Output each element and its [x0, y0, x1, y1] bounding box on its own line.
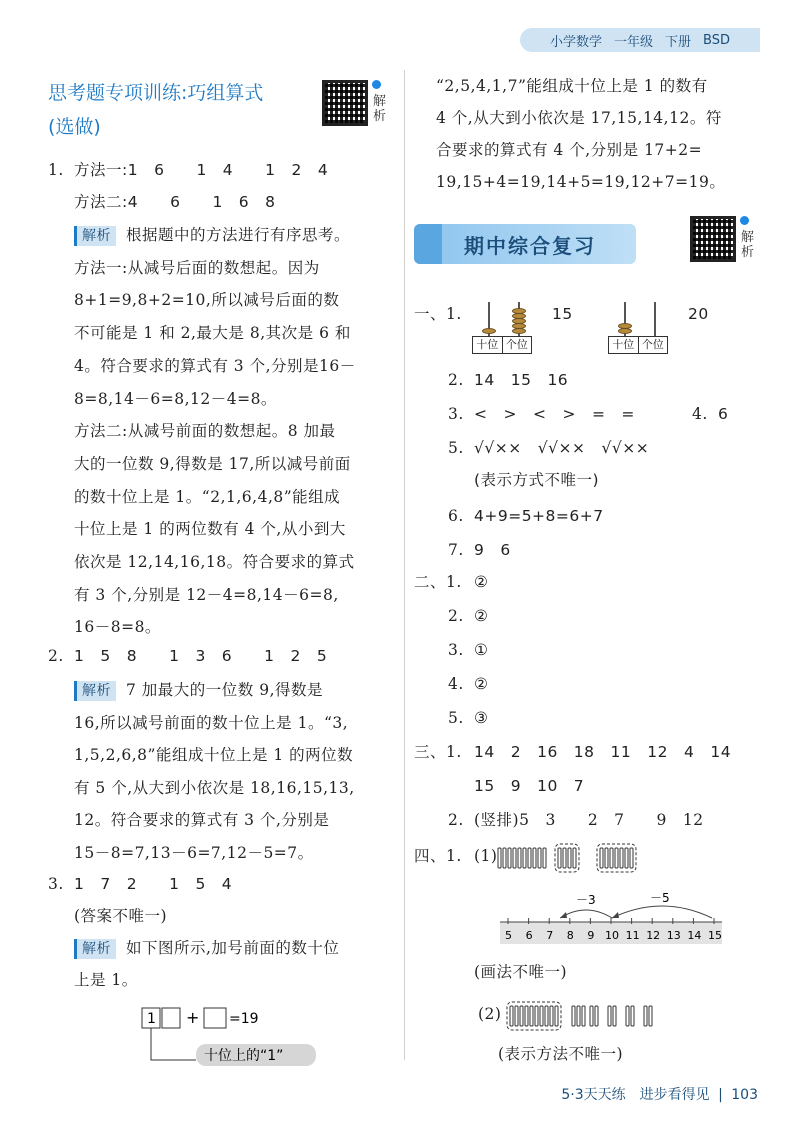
- q2-explanation-line: 15－8=7,13－6=7,12－5=7。: [74, 843, 314, 862]
- part1-label: 一、1.: [414, 305, 462, 323]
- play-icon: [740, 216, 749, 225]
- jump-label-minus5: －5: [650, 891, 670, 905]
- q1-explanation-line: 8+1=9,8+2=10,所以减号后面的数: [74, 291, 340, 310]
- right-top-line: 19,15+4=19,14+5=19,12+7=19。: [436, 173, 726, 191]
- counting-stick: [510, 1006, 513, 1026]
- counting-stick: [533, 848, 536, 868]
- counting-stick: [518, 848, 521, 868]
- part2-item-number: 4.: [448, 675, 464, 693]
- abacus1-labels: [472, 336, 532, 354]
- q1-line1: 方法一:1 6 1 4 1 2 4: [74, 161, 329, 179]
- counting-stick: [563, 848, 566, 868]
- counting-stick: [595, 1006, 598, 1026]
- tick-label: 14: [687, 929, 702, 942]
- counting-stick: [600, 848, 603, 868]
- part3-q2-number: 2.: [448, 811, 464, 829]
- counting-stick: [626, 1006, 629, 1026]
- header-edition: BSD: [703, 32, 730, 48]
- right-top-line: 合要求的算式有 4 个,分别是 17+2=: [436, 141, 703, 159]
- banner-title: 期中综合复习: [464, 234, 596, 258]
- part1-item-answer: 9 6: [474, 541, 511, 559]
- counting-stick: [525, 1006, 528, 1026]
- tick-label: 10: [605, 929, 619, 942]
- footer: [561, 1084, 758, 1104]
- part2-item-answer: ①: [474, 641, 489, 659]
- right-top-line: 4 个,从大到小依次是 17,15,14,12。符: [436, 109, 722, 127]
- equals-result: =19: [229, 1011, 259, 1027]
- abacus2-value: 20: [688, 305, 709, 323]
- q1-explanation-line: 方法二:从减号前面的数想起。8 加最: [74, 422, 336, 441]
- analysis-badge: 解析: [74, 939, 116, 959]
- part3-q2-line: (竖排)5 3 2 7 9 12: [474, 811, 704, 829]
- part1-item-answer: 14 15 16: [474, 371, 569, 389]
- counting-stick: [540, 1006, 543, 1026]
- section-title-line2: (选做): [48, 116, 101, 138]
- digit-box-addend: [204, 1008, 226, 1028]
- q3-explanation-line-1: 上是 1。: [74, 971, 138, 989]
- counting-stick: [613, 1006, 616, 1026]
- counting-stick: [573, 848, 576, 868]
- counting-stick: [520, 1006, 523, 1026]
- counting-stick: [582, 1006, 585, 1026]
- q2-explanation-line-0: [74, 680, 323, 701]
- q1-expl-first: 根据题中的方法进行有序思考。: [126, 226, 351, 244]
- q1-explanation-line: 依次是 12,14,16,18。符合要求的算式: [74, 553, 355, 571]
- q3-figure: [140, 1004, 330, 1068]
- abacus2-ones-rod: [654, 302, 656, 336]
- abacus-bead: [512, 328, 526, 334]
- q2-expl-first: 7 加最大的一位数 9,得数是: [126, 681, 324, 699]
- counting-stick: [558, 848, 561, 868]
- tens-label: 十位: [473, 337, 503, 353]
- counting-stick: [513, 848, 516, 868]
- tick-label: 12: [646, 929, 661, 942]
- q2-number: 2.: [48, 647, 64, 665]
- part2-label: 二、1.: [414, 573, 462, 591]
- q2-line1: 1 5 8 1 3 6 1 2 5: [74, 647, 328, 665]
- part2-item-number: 3.: [448, 641, 464, 659]
- q3-expl-first: 如下图所示,加号前面的数十位: [126, 939, 340, 957]
- q1-explanation-line: 大的一位数 9,得数是 17,所以减号前面: [74, 454, 351, 473]
- tick-label: 11: [625, 929, 640, 942]
- abacus-bead: [618, 328, 632, 334]
- plus-sign: +: [186, 1008, 200, 1027]
- ones-label: 个位: [641, 338, 664, 351]
- counting-stick: [577, 1006, 580, 1026]
- digit-box-ones: [162, 1008, 180, 1028]
- part3-label: 三、1.: [414, 743, 462, 761]
- header-subject: 小学数学: [550, 34, 603, 50]
- part3-line1: 14 2 16 18 11 12 4 14: [474, 743, 732, 761]
- counting-stick: [644, 1006, 647, 1026]
- part1-item-number: 5.: [448, 439, 464, 457]
- counting-stick: [625, 848, 628, 868]
- tick-label: 8: [566, 929, 574, 942]
- part1-item-number: 2.: [448, 371, 464, 389]
- tick-label: 13: [666, 929, 681, 942]
- part2-item-number: 5.: [448, 709, 464, 727]
- counting-stick: [568, 848, 571, 868]
- column-divider: [404, 70, 405, 1060]
- counting-stick: [620, 848, 623, 868]
- part1-item-answer: √√×× √√×× √√××: [474, 439, 650, 457]
- counting-stick: [649, 1006, 652, 1026]
- counting-stick: [545, 1006, 548, 1026]
- qr-label: 解析: [373, 94, 387, 124]
- header-grade: 一年级: [614, 34, 654, 50]
- tick-label: 6: [525, 929, 533, 942]
- counting-stick: [615, 848, 618, 868]
- q2-explanation-line: 有 5 个,从大到小依次是 18,16,15,13,: [74, 778, 355, 797]
- q1-explanation-line: 4。符合要求的算式有 3 个,分别是16－: [74, 356, 356, 375]
- part1-item-number: 3.: [448, 405, 464, 423]
- counting-stick: [608, 1006, 611, 1026]
- q1-explanation-line: 8=8,14－6=8,12－4=8。: [74, 389, 277, 408]
- abacus1-value: 15: [552, 305, 573, 323]
- banner-tab: [414, 224, 442, 264]
- digit-box-tens-value: 1: [147, 1011, 156, 1027]
- part1-item-answer: (表示方式不唯一): [474, 471, 600, 489]
- part1-item-number: 6.: [448, 507, 464, 525]
- section-title: [48, 76, 298, 144]
- q1-explanation-line: 16－8=8。: [74, 618, 161, 637]
- q2-explanation-line: 12。符合要求的算式有 3 个,分别是: [74, 811, 330, 829]
- part1-item-answer: < > < > = =: [474, 405, 635, 423]
- qr-code-icon[interactable]: [690, 216, 736, 262]
- counting-stick: [555, 1006, 558, 1026]
- q1-line2: 方法二:4 6 1 6 8: [74, 193, 276, 211]
- part2-item-answer: ②: [474, 607, 489, 625]
- q3-note: (答案不唯一): [74, 907, 168, 925]
- counting-stick: [508, 848, 511, 868]
- section-title-line1: 思考题专项训练:巧组算式: [48, 82, 264, 104]
- page-number: 103: [731, 1087, 758, 1103]
- caption-text: 十位上的“1”: [204, 1048, 284, 1064]
- analysis-badge: 解析: [74, 226, 116, 246]
- tens-label: 十位: [609, 337, 639, 353]
- counting-stick: [503, 848, 506, 868]
- part1-item-number: 4.: [692, 405, 708, 423]
- part4-note1: (画法不唯一): [474, 963, 568, 981]
- pointer-line: [151, 1028, 196, 1060]
- header-term: 下册: [665, 34, 692, 50]
- counting-stick: [550, 1006, 553, 1026]
- counting-stick: [610, 848, 613, 868]
- counting-stick: [630, 848, 633, 868]
- tick-label: 5: [505, 929, 512, 942]
- ones-label: 个位: [505, 338, 528, 351]
- jump-arc-minus5: [612, 906, 712, 918]
- qr-label: 解析: [741, 230, 755, 260]
- part4-sub1: (1): [474, 847, 498, 865]
- counting-stick: [528, 848, 531, 868]
- q2-explanation-line: 16,所以减号前面的数十位上是 1。“3,: [74, 713, 349, 732]
- q1-explanation-line: 有 3 个,分别是 12－4=8,14－6=8,: [74, 585, 339, 604]
- q3-line1: 1 7 2 1 5 4: [74, 875, 233, 893]
- footer-brand: 5·3天天练 进步看得见: [561, 1087, 710, 1103]
- analysis-badge: 解析: [74, 681, 116, 701]
- part2-item-answer: ②: [474, 675, 489, 693]
- jump-label-minus3: －3: [576, 893, 596, 907]
- part1-item-answer: 6: [718, 405, 729, 423]
- part2-answer-1: ②: [474, 573, 489, 591]
- q1-explanation-line-0: [74, 225, 350, 246]
- q1-number: 1.: [48, 161, 64, 179]
- part1-item-number: 7.: [448, 541, 464, 559]
- q1-explanation-line: 方法一:从减号后面的数想起。因为: [74, 258, 320, 277]
- section-banner: [414, 224, 636, 264]
- part4-note2: (表示方法不唯一): [498, 1045, 624, 1063]
- sticks-figure-1: [496, 840, 656, 876]
- q3-explanation-line-0: [74, 938, 339, 959]
- jump-arc-minus3: [560, 910, 612, 918]
- counting-stick: [523, 848, 526, 868]
- footer-sep: |: [718, 1087, 723, 1103]
- counting-stick: [498, 848, 501, 868]
- tick-label: 9: [587, 929, 595, 942]
- q1-explanation-line: 不可能是 1 和 2,最大是 8,其次是 6 和: [74, 324, 351, 343]
- counting-stick: [605, 848, 608, 868]
- counting-stick: [515, 1006, 518, 1026]
- q1-explanation-line: 十位上是 1 的两位数有 4 个,从小到大: [74, 520, 346, 539]
- part2-item-number: 2.: [448, 607, 464, 625]
- part4-sub2: (2): [478, 1005, 502, 1023]
- arrow-head: [612, 912, 619, 918]
- q1-explanation-line: 的数十位上是 1。“2,1,6,4,8”能组成: [74, 487, 341, 506]
- tick-label: 7: [546, 929, 554, 942]
- part4-label: 四、1.: [414, 847, 462, 865]
- header-tag: [520, 28, 760, 52]
- sticks-figure-2: [506, 998, 686, 1034]
- number-line: [500, 890, 730, 950]
- q3-number: 3.: [48, 875, 64, 893]
- counting-stick: [572, 1006, 575, 1026]
- counting-stick: [535, 1006, 538, 1026]
- counting-stick: [590, 1006, 593, 1026]
- abacus-bead: [482, 328, 496, 334]
- counting-stick: [530, 1006, 533, 1026]
- arrow-head: [560, 912, 567, 918]
- tick-label: 15: [708, 929, 722, 942]
- part1-item-answer: 4+9=5+8=6+7: [474, 507, 604, 525]
- counting-stick: [538, 848, 541, 868]
- counting-stick: [631, 1006, 634, 1026]
- play-icon: [372, 80, 381, 89]
- part3-line2: 15 9 10 7: [474, 777, 585, 795]
- part2-item-answer: ③: [474, 709, 489, 727]
- counting-stick: [543, 848, 546, 868]
- q2-explanation-line: 1,5,2,6,8”能组成十位上是 1 的两位数: [74, 746, 354, 764]
- abacus2-labels: [608, 336, 668, 354]
- qr-code-icon[interactable]: [322, 80, 368, 126]
- right-top-line: “2,5,4,1,7”能组成十位上是 1 的数有: [436, 77, 708, 95]
